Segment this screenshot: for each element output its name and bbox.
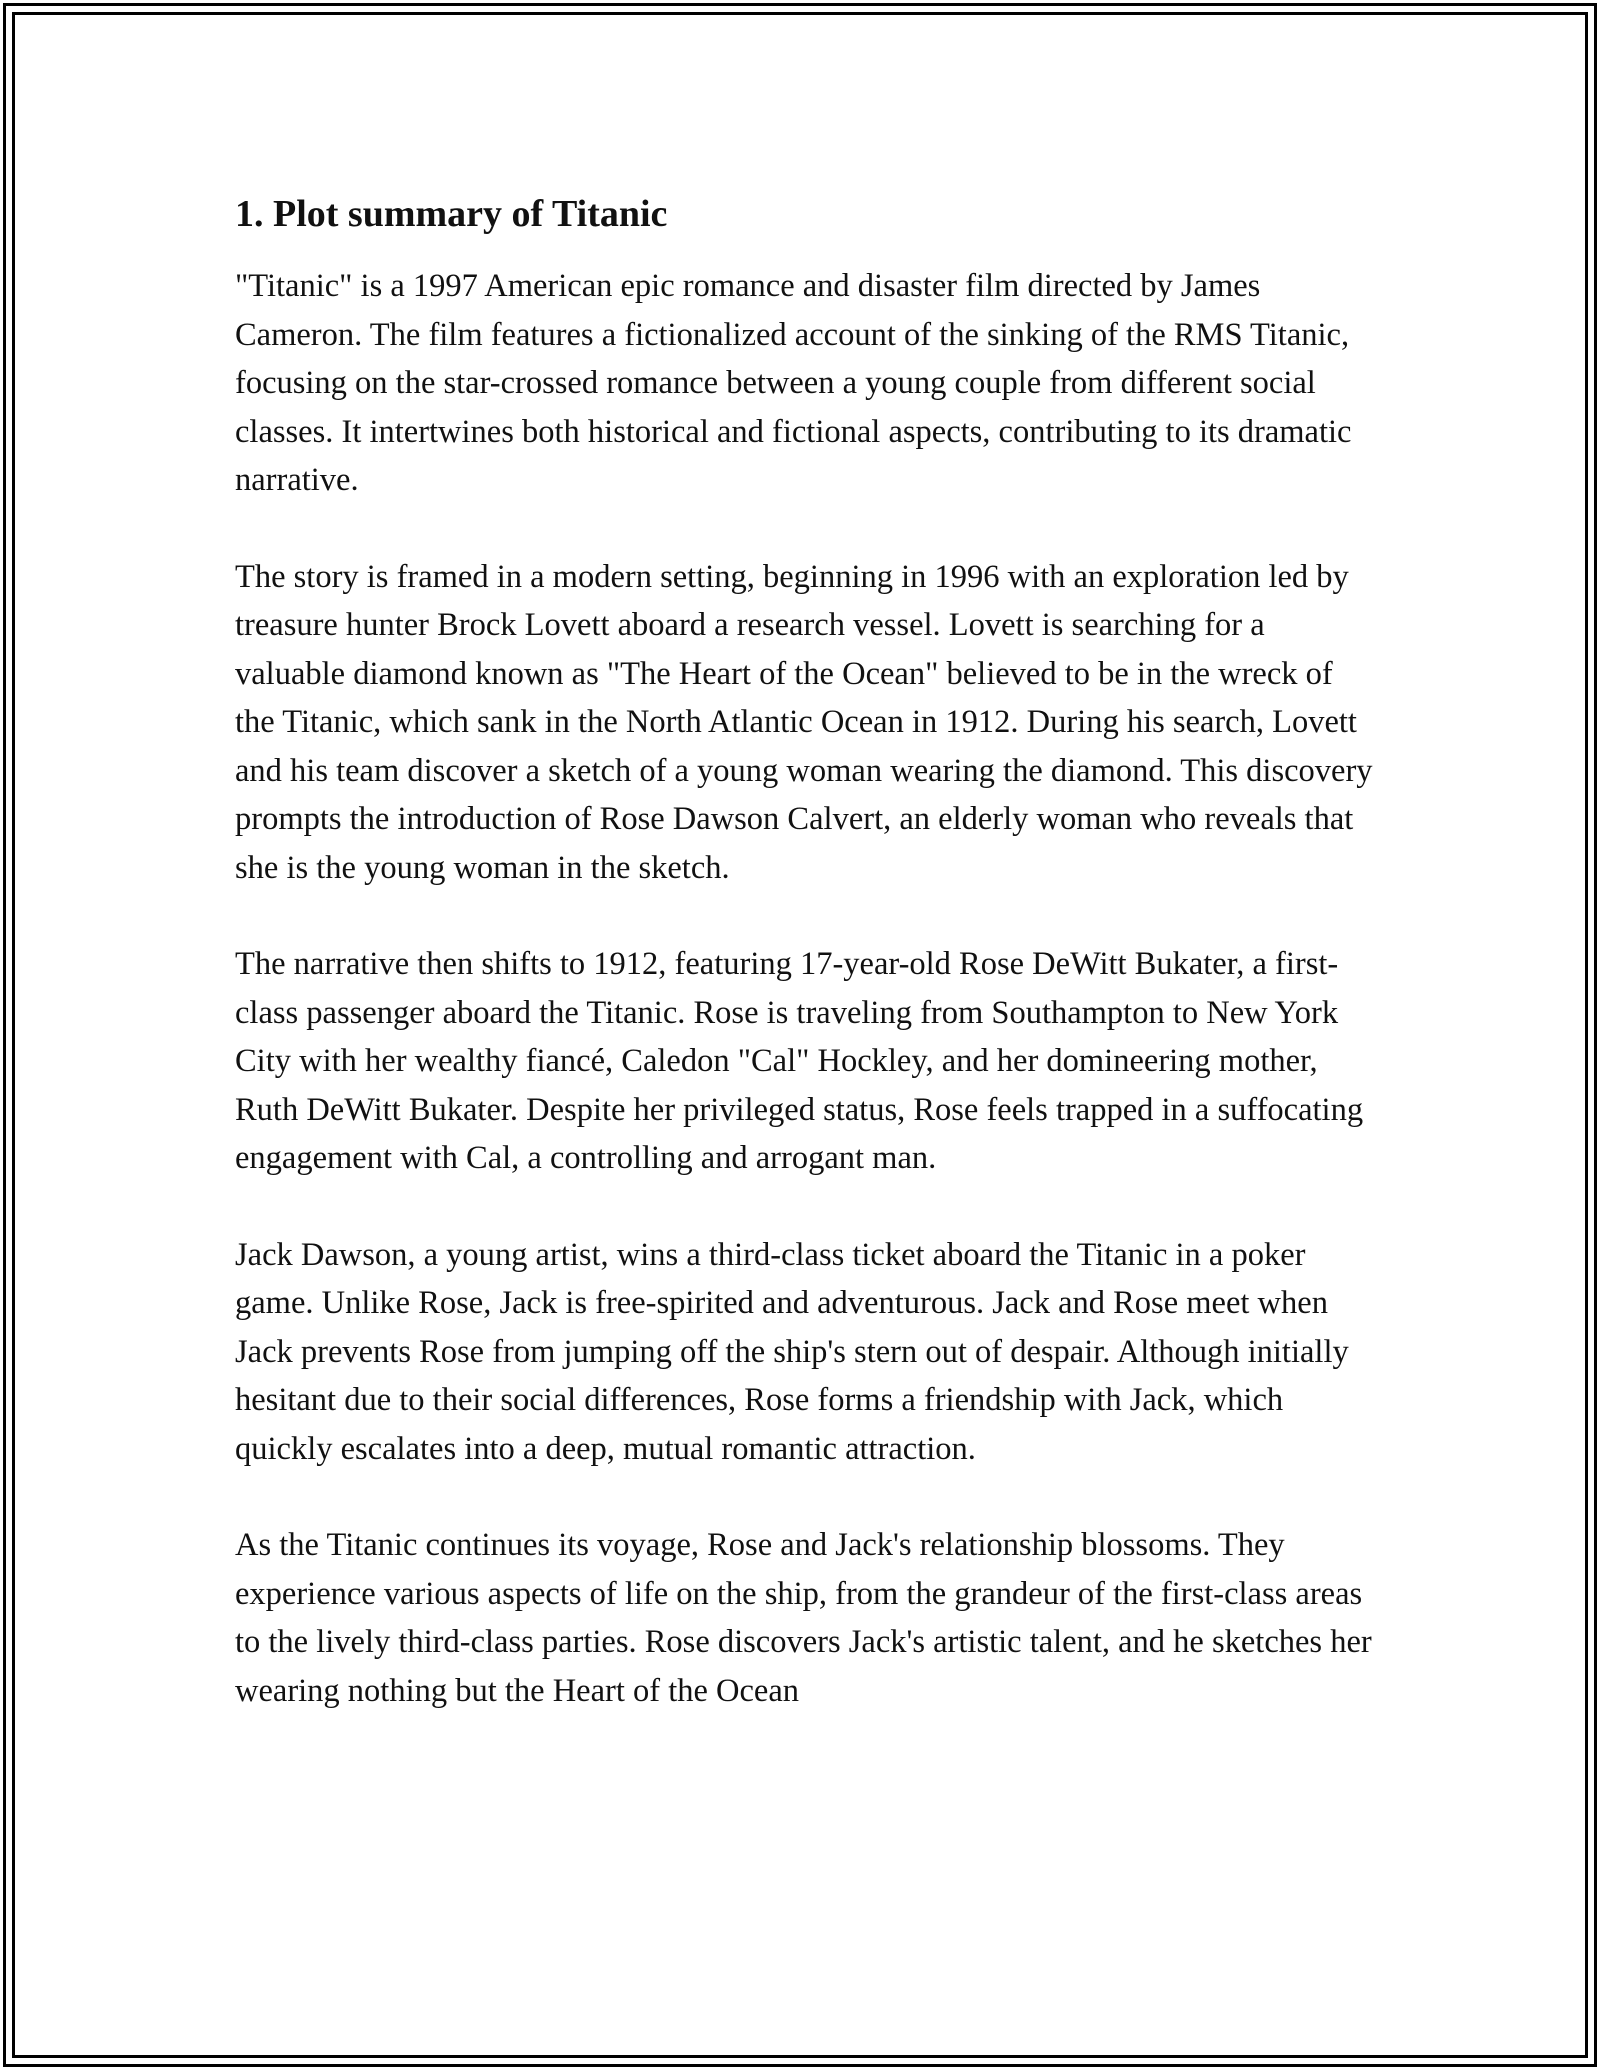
paragraph-modern-setting: The story is framed in a modern setting, beginning in 1996 with an exploration led by treasure hunter Brock Lovett aboard a research vessel. Lovett is searching for a valuable diamond known as "The Heart of the Ocean" believed to be in the wreck of the Titanic, which sank in the North Atlantic Ocean in 1912. During his search, Lovett and his team discover a sketch of a young woman wearing the diamond. This discovery prompts the introduction of Rose Dawson Calvert, an elderly woman who reveals that she is the young woman in the sketch. [235, 558, 1373, 886]
paragraph-intro: "Titanic" is a 1997 American epic romance and disaster film directed by James Cameron. The film features a fictionalized account of the sinking of the RMS Titanic, focusing on the star-crossed romance between a young couple from different social classes. It intertwines both historical and fictional aspects, contributing to its dramatic narrative. [235, 268, 1352, 498]
paragraph-1912-rose: The narrative then shifts to 1912, featuring 17-year-old Rose DeWitt Bukater, a first-class passenger aboard the Titanic. Rose is traveling from Southampton to New York City with her wealthy fiancé, Caledon "Cal" Hockley, and her domineering mother, Ruth DeWitt Bukater. Despite her privileged status, Rose feels trapped in a suffocating engagement with Cal, a controlling and arrogant man. [235, 946, 1364, 1176]
document-body [235, 186, 1375, 1763]
section-heading: 1. Plot summary of Titanic [235, 193, 668, 235]
paragraph-voyage: As the Titanic continues its voyage, Rose and Jack's relationship blossoms. They experience various aspects of life on the ship, from the grandeur of the first-class areas to the lively third-class parties. Rose discovers Jack's artistic talent, and he sketches her wearing nothing but the Heart of the Ocean [235, 1527, 1372, 1709]
paragraph-jack-dawson: Jack Dawson, a young artist, wins a third-class ticket aboard the Titanic in a poker game. Unlike Rose, Jack is free-spirited and adventurous. Jack and Rose meet when Jack prevents Rose from jumping off the ship's stern out of despair. Although initially hesitant due to their social differences, Rose forms a friendship with Jack, which quickly escalates into a deep, mutual romantic attraction. [235, 1236, 1349, 1467]
